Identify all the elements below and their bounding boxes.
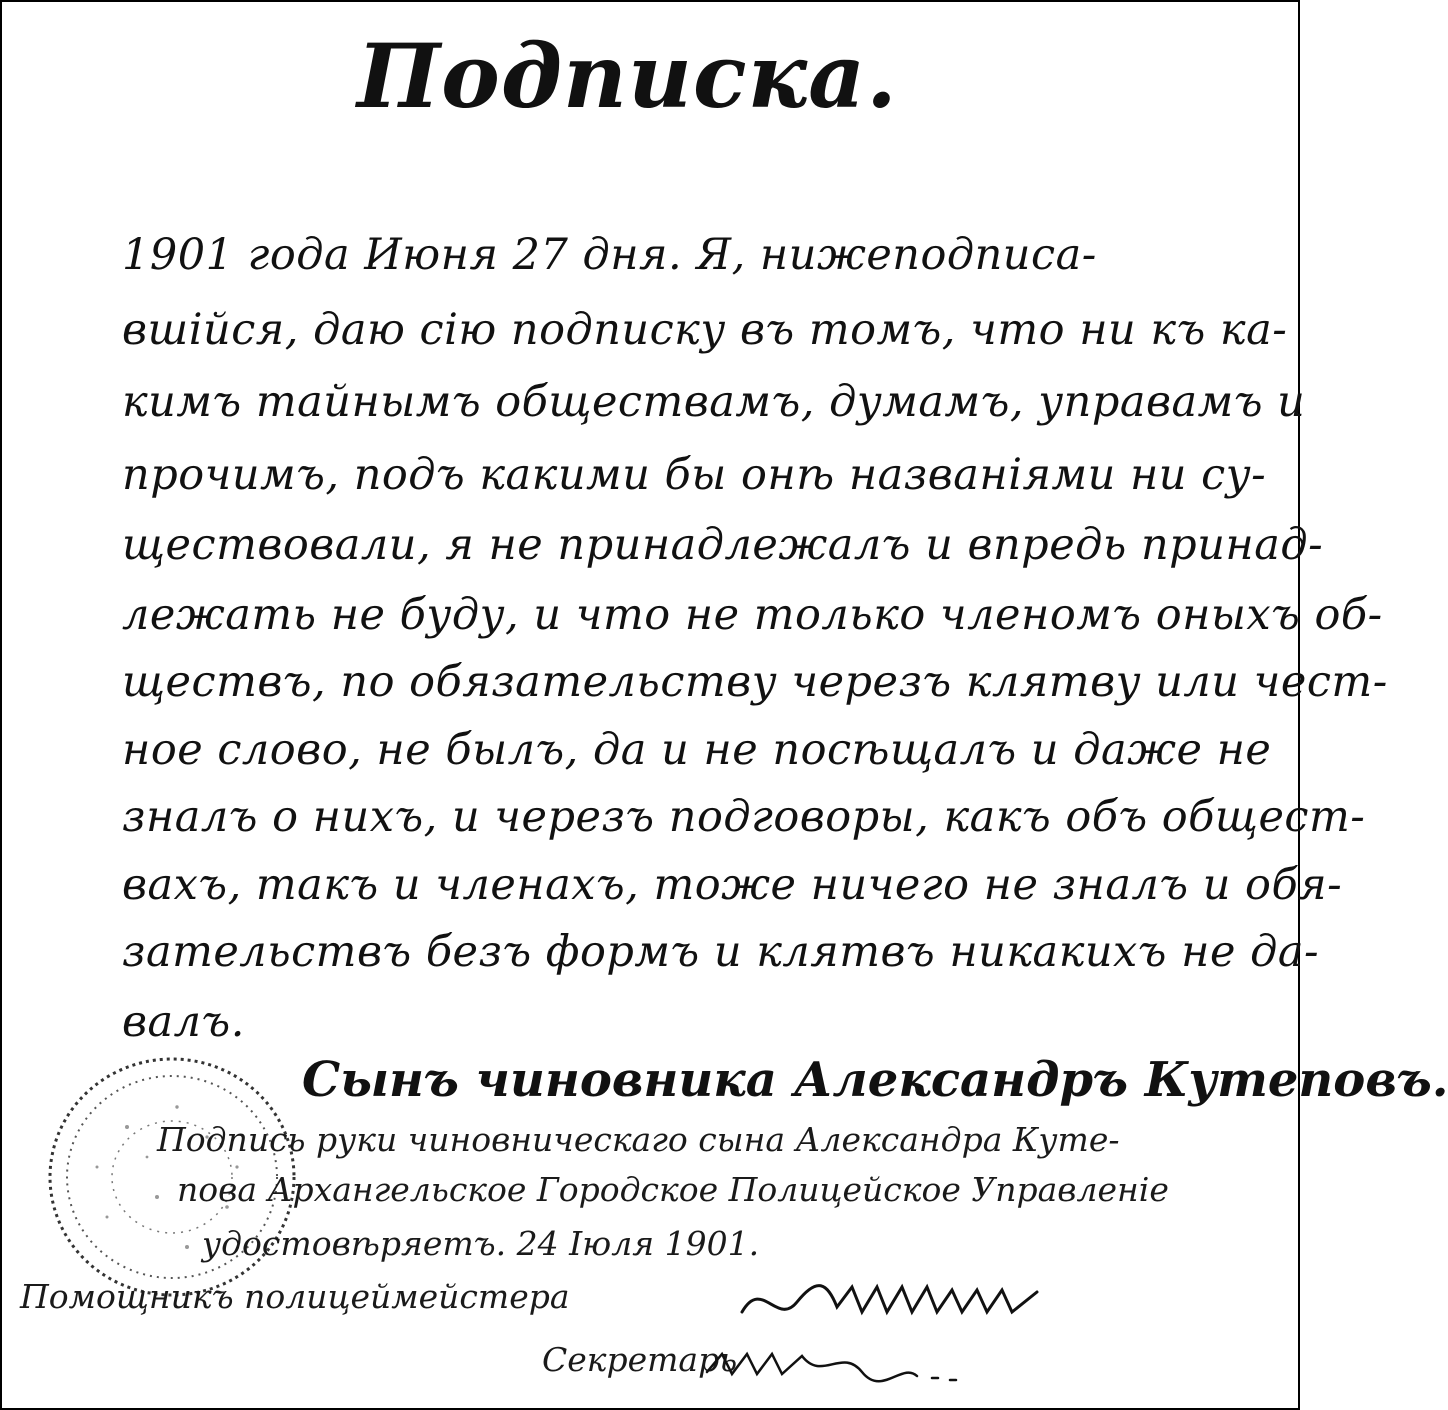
secretary-label: Секретарь xyxy=(542,1340,738,1379)
body-line: валъ. xyxy=(122,997,245,1047)
document-title: Подписка. xyxy=(357,24,898,128)
certification-note: удостовѣряетъ. 24 Іюля 1901. xyxy=(202,1224,760,1263)
body-line: зналъ о нихъ, и черезъ подговоры, какъ объ общест- xyxy=(122,792,1366,842)
body-line: ществовали, я не принадлежалъ и впредь принад- xyxy=(122,520,1324,570)
body-line: прочимъ, подъ какими бы онѣ названіями ни су- xyxy=(122,450,1267,500)
body-line: кимъ тайнымъ обществамъ, думамъ, управамъ и xyxy=(122,377,1306,427)
secretary-signature-icon xyxy=(702,1342,972,1392)
certification-note: пова Архангельское Городское Полицейское Управленіе xyxy=(177,1170,1169,1209)
body-line: лежать не буду, и что не только членомъ оныхъ об- xyxy=(122,590,1383,640)
body-line: вшійся, даю сію подписку въ томъ, что ни къ ка- xyxy=(122,305,1288,355)
body-line: вахъ, такъ и членахъ, тоже ничего не зналъ и обя- xyxy=(122,860,1343,910)
body-line: 1901 года Июня 27 дня. Я, нижеподписа- xyxy=(122,230,1097,280)
body-line: ное слово, не былъ, да и не посѣщалъ и даже не xyxy=(122,725,1272,775)
certification-note: Помощникъ полицеймейстера xyxy=(20,1277,570,1316)
body-line: ществъ, по обязательству черезъ клятву или чест- xyxy=(122,657,1388,707)
certification-note: Подпись руки чиновническаго сына Александра Куте- xyxy=(157,1120,1120,1159)
body-line: зательствъ безъ формъ и клятвъ никакихъ не да- xyxy=(122,927,1319,977)
official-signature-icon xyxy=(737,1272,1057,1332)
signature-line: Сынъ чиновника Александръ Кутеповъ. xyxy=(302,1052,1448,1108)
